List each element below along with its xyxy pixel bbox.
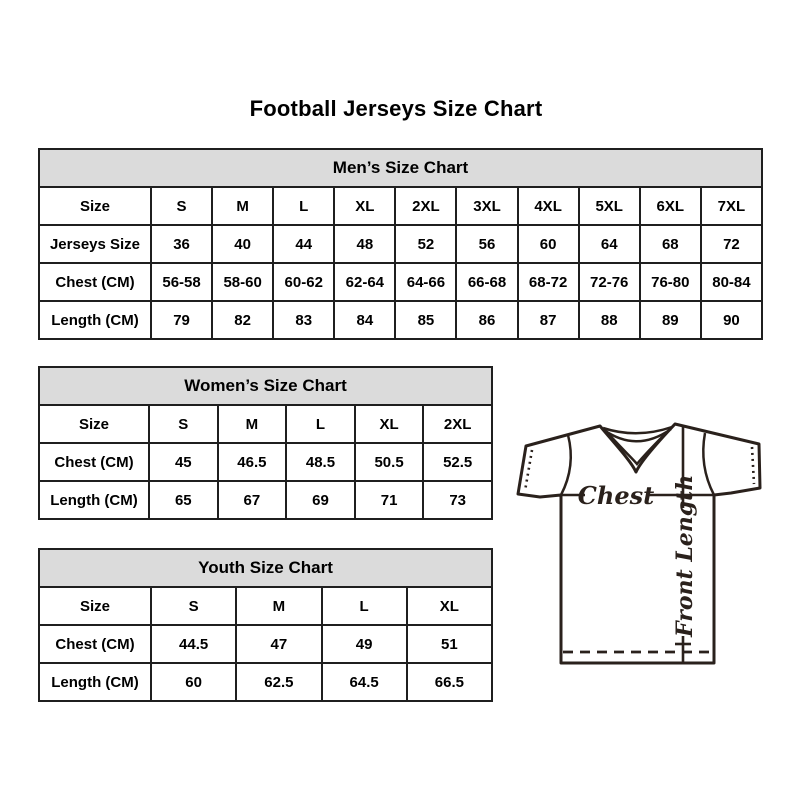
left-sleeve-seam [561,435,571,495]
size-column-header: L [322,587,407,625]
value-cell: 56-58 [151,263,212,301]
table-title-row [39,549,492,587]
value-cell: 62-64 [334,263,395,301]
womens-table [38,366,493,520]
mens-size-chart [38,148,763,340]
front-length-label: Front Length [672,474,698,637]
value-cell: 48 [334,225,395,263]
row-header: Size [39,187,151,225]
value-cell: 60-62 [273,263,334,301]
row-header: Length (CM) [39,301,151,339]
size-column-header: 3XL [456,187,517,225]
value-cell: 83 [273,301,334,339]
size-header-row [39,187,762,225]
size-column-header: S [149,405,218,443]
jersey-diagram-svg [505,406,777,668]
table-title-row [39,149,762,187]
value-cell: 68-72 [518,263,579,301]
row-header: Length (CM) [39,481,149,519]
value-cell: 76-80 [640,263,701,301]
size-column-header: 7XL [701,187,762,225]
left-cuff-dotted-line [525,450,532,491]
size-column-header: S [151,587,236,625]
value-cell: 44.5 [151,625,236,663]
value-cell: 40 [212,225,273,263]
value-cell: 85 [395,301,456,339]
value-cell: 67 [218,481,287,519]
right-cuff-dotted-line [752,447,754,484]
size-column-header: L [286,405,355,443]
value-cell: 79 [151,301,212,339]
value-cell: 45 [149,443,218,481]
value-cell: 66-68 [456,263,517,301]
value-cell: 60 [151,663,236,701]
row-header: Chest (CM) [39,263,151,301]
value-cell: 86 [456,301,517,339]
size-column-header: 2XL [423,405,492,443]
value-cell: 88 [579,301,640,339]
size-column-header: 6XL [640,187,701,225]
size-column-header: 2XL [395,187,456,225]
womens-size-chart [38,366,493,520]
chest-label: Chest [577,481,655,510]
size-column-header: M [218,405,287,443]
row-header: Chest (CM) [39,443,149,481]
size-header-row [39,587,492,625]
value-cell: 36 [151,225,212,263]
row-header: Chest (CM) [39,625,151,663]
value-cell: 62.5 [236,663,321,701]
size-column-header: XL [334,187,395,225]
table-title-row [39,367,492,405]
value-cell: 72 [701,225,762,263]
value-cell: 68 [640,225,701,263]
value-cell: 52 [395,225,456,263]
value-cell: 69 [286,481,355,519]
value-cell: 47 [236,625,321,663]
page-title: Football Jerseys Size Chart [249,96,543,121]
size-column-header: S [151,187,212,225]
value-cell: 60 [518,225,579,263]
value-cell: 50.5 [355,443,424,481]
value-cell: 49 [322,625,407,663]
size-header-row [39,405,492,443]
value-cell: 51 [407,625,492,663]
size-column-header: XL [355,405,424,443]
value-cell: 44 [273,225,334,263]
value-cell: 56 [456,225,517,263]
table-row [39,301,762,339]
table-title: Women’s Size Chart [39,367,492,405]
size-column-header: M [212,187,273,225]
value-cell: 58-60 [212,263,273,301]
value-cell: 72-76 [579,263,640,301]
value-cell: 64 [579,225,640,263]
row-header: Size [39,587,151,625]
value-cell: 66.5 [407,663,492,701]
table-row [39,263,762,301]
youth-table [38,548,493,702]
row-header: Length (CM) [39,663,151,701]
size-column-header: L [273,187,334,225]
row-header: Size [39,405,149,443]
table-row [39,663,492,701]
mens-table [38,148,763,340]
table-row [39,625,492,663]
value-cell: 65 [149,481,218,519]
row-header: Jerseys Size [39,225,151,263]
size-column-header: XL [407,587,492,625]
size-column-header: 5XL [579,187,640,225]
youth-size-chart [38,548,493,702]
value-cell: 84 [334,301,395,339]
value-cell: 52.5 [423,443,492,481]
collar-rim-arc-outer [603,427,672,433]
value-cell: 64.5 [322,663,407,701]
table-title: Men’s Size Chart [39,149,762,187]
table-row [39,481,492,519]
right-sleeve-seam [703,433,714,495]
value-cell: 46.5 [218,443,287,481]
jersey-measurement-diagram [505,406,777,668]
table-title: Youth Size Chart [39,549,492,587]
value-cell: 89 [640,301,701,339]
size-column-header: M [236,587,321,625]
table-row [39,443,492,481]
table-row [39,225,762,263]
value-cell: 71 [355,481,424,519]
value-cell: 90 [701,301,762,339]
value-cell: 87 [518,301,579,339]
value-cell: 64-66 [395,263,456,301]
value-cell: 80-84 [701,263,762,301]
value-cell: 73 [423,481,492,519]
value-cell: 48.5 [286,443,355,481]
size-column-header: 4XL [518,187,579,225]
value-cell: 82 [212,301,273,339]
